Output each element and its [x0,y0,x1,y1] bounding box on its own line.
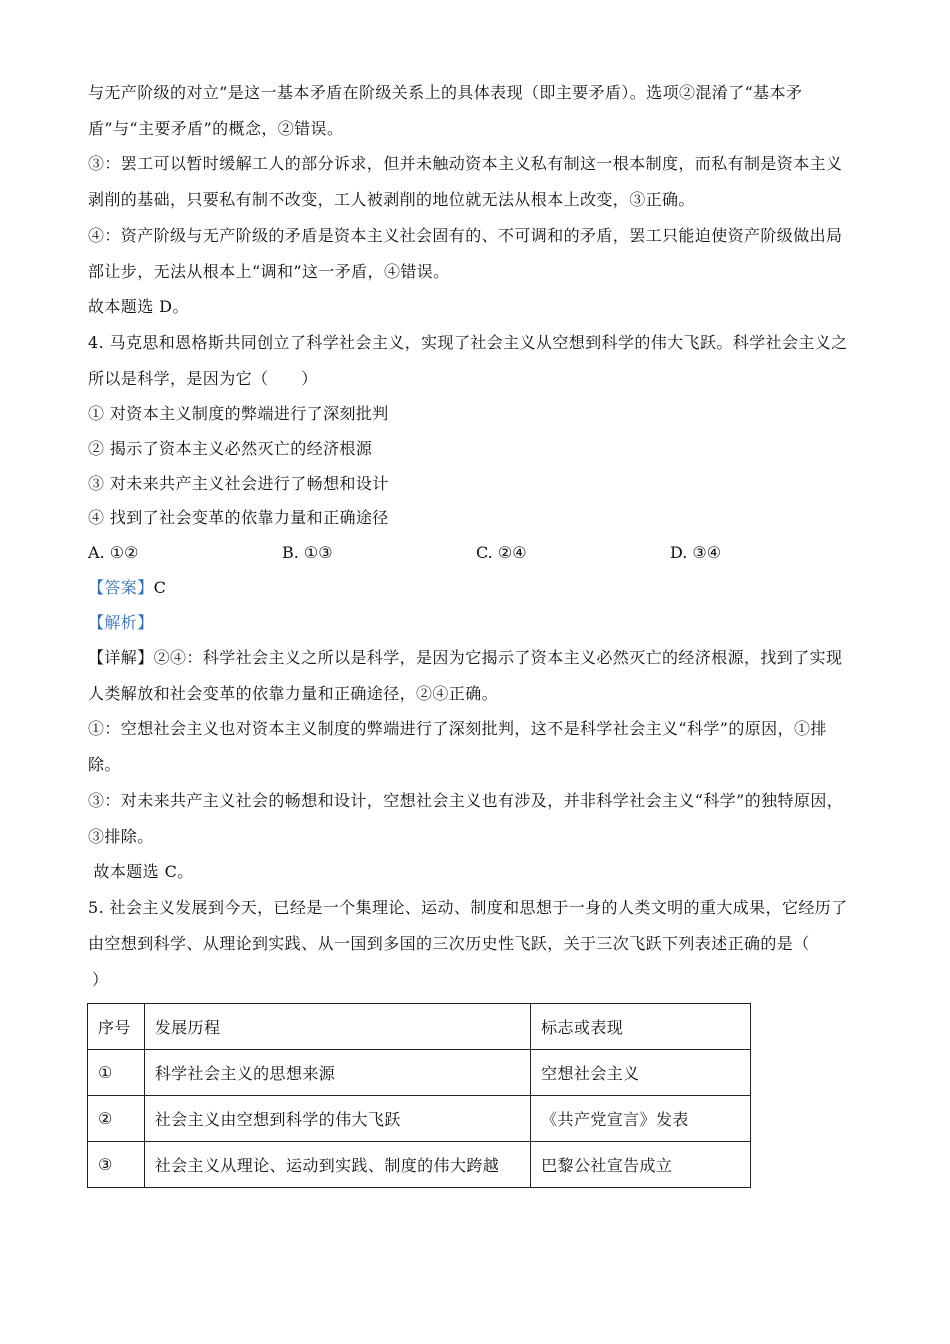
table-cell: ② [88,1096,145,1142]
option-c: C. ②④ [476,543,527,562]
option-a: A. ①② [88,543,139,562]
table-cell: 空想社会主义 [531,1050,751,1096]
paragraph-line: ④：资产阶级与无产阶级的矛盾是资本主义社会固有的、不可调和的矛盾，罢工只能迫使资产阶级做出局 [88,226,843,245]
paragraph-line: 盾”与“主要矛盾”的概念，②错误。 [88,119,344,138]
question-4-item: ③ 对未来共产主义社会进行了畅想和设计 [88,474,389,493]
table-header-row [88,1004,751,1050]
table-cell: 《共产党宣言》发表 [531,1096,751,1142]
table-row [88,1050,751,1096]
analysis-line: 除。 [88,755,121,774]
analysis-line: 人类解放和社会变革的依靠力量和正确途径，②④正确。 [88,684,499,703]
answer-line [88,578,878,598]
table-cell: ① [88,1050,145,1096]
conclusion-line: 故本题选 D。 [88,297,189,316]
answer-tag: 【答案】 [88,578,154,597]
analysis-line: ③：对未来共产主义社会的畅想和设计，空想社会主义也有涉及，并非科学社会主义“科学”的独特原因， [88,791,844,810]
table-cell: 社会主义从理论、运动到实践、制度的伟大跨越 [144,1142,530,1188]
question-4-stem: 所以是科学，是因为它（ ） [88,369,318,388]
table-cell: 巴黎公社宣告成立 [531,1142,751,1188]
paragraph-line: 剥削的基础，只要私有制不改变，工人被剥削的地位就无法从根本上改变，③正确。 [88,190,695,209]
table-header-cell: 发展历程 [144,1004,530,1050]
paragraph-line: 部让步，无法从根本上“调和”这一矛盾，④错误。 [88,262,450,281]
analysis-line: ①：空想社会主义也对资本主义制度的弊端进行了深刻批判，这不是科学社会主义“科学”的原因，①排 [88,719,827,738]
analysis-line: ③排除。 [88,827,154,846]
table-row [88,1096,751,1142]
table-cell: ③ [88,1142,145,1188]
paragraph-line: 与无产阶级的对立”是这一基本矛盾在阶级关系上的具体表现（即主要矛盾）。选项②混淆了“基本矛 [88,83,803,102]
conclusion-line: 故本题选 C。 [88,862,194,881]
question-5-stem: ） [92,970,109,989]
paragraph-line: ③：罢工可以暂时缓解工人的部分诉求，但并未触动资本主义私有制这一根本制度，而私有制是资本主义 [88,154,843,173]
table-cell: 社会主义由空想到科学的伟大飞跃 [144,1096,530,1142]
analysis-tag: 【解析】 [88,613,154,632]
table-cell: 科学社会主义的思想来源 [144,1050,530,1096]
answer-value: C [153,578,167,597]
question-4-item: ④ 找到了社会变革的依靠力量和正确途径 [88,508,389,527]
question-5-stem: 5. 社会主义发展到今天，已经是一个集理论、运动、制度和思想于一身的人类文明的重大成果，它经历了 [88,898,848,917]
question-5-stem: 由空想到科学、从理论到实践、从一国到多国的三次历史性飞跃，关于三次飞跃下列表述正确的是（ [88,934,810,953]
analysis-line: 【详解】②④：科学社会主义之所以是科学，是因为它揭示了资本主义必然灭亡的经济根源，找到了实现 [88,648,843,667]
table-header-cell: 标志或表现 [531,1004,751,1050]
question-4-item: ① 对资本主义制度的弊端进行了深刻批判 [88,404,389,423]
table-row [88,1142,751,1188]
question-4-item: ② 揭示了资本主义必然灭亡的经济根源 [88,439,373,458]
table-header-cell: 序号 [88,1004,145,1050]
question-5-table [87,1003,751,1188]
question-4-stem: 4. 马克思和恩格斯共同创立了科学社会主义，实现了社会主义从空想到科学的伟大飞跃。科学社会主义之 [88,333,848,352]
option-d: D. ③④ [670,543,722,562]
option-b: B. ①③ [282,543,333,562]
